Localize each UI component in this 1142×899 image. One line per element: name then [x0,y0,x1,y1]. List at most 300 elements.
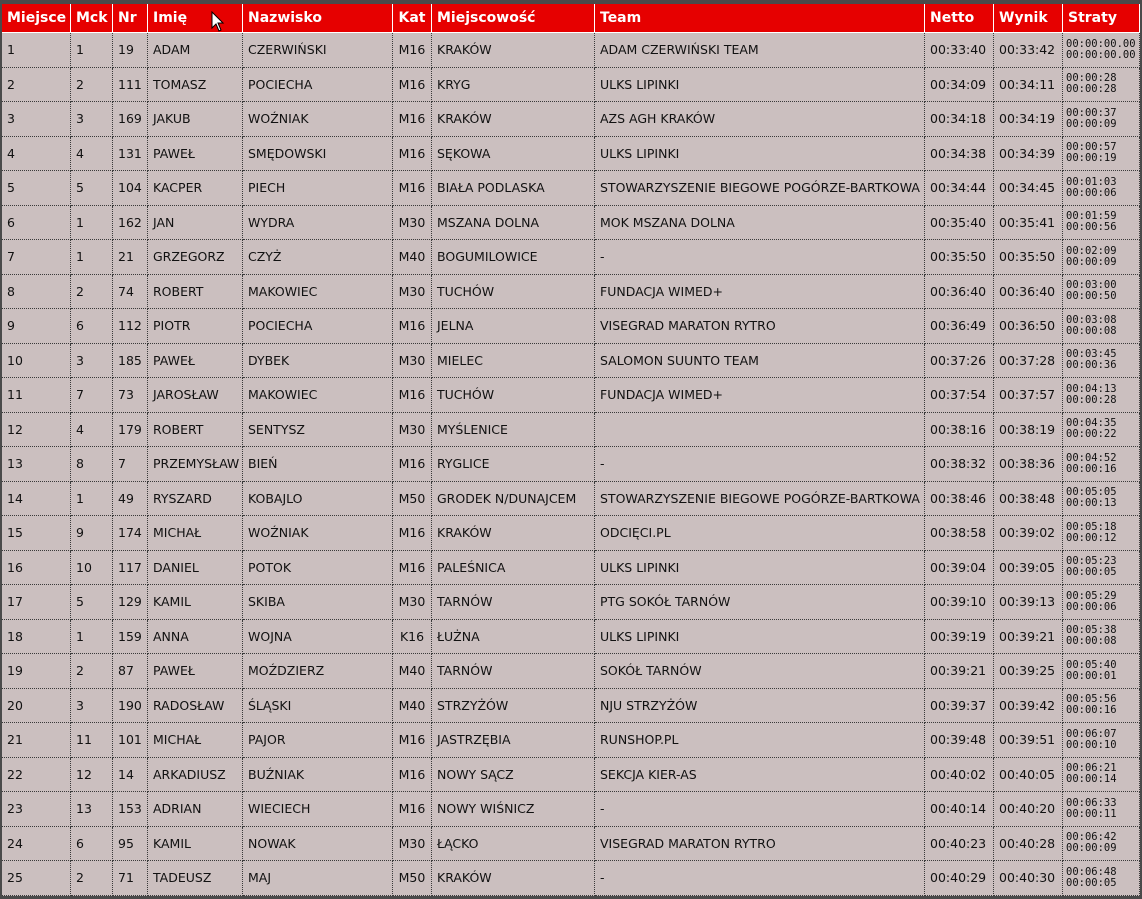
table-row [2,551,1140,586]
cell-mck: 3 [71,689,113,724]
cell-imie: RADOSŁAW [148,689,243,724]
cell-miejsce: 3 [2,102,71,137]
cell-wynik: 00:33:42 [994,33,1063,68]
table-row [2,344,1140,379]
cell-nr: 129 [113,585,148,620]
cell-team: AZS AGH KRAKÓW [595,102,925,137]
straty-total: 00:05:56 [1066,693,1117,706]
cell-imie: ARKADIUSZ [148,758,243,793]
cell-nr: 153 [113,792,148,827]
cell-netto: 00:34:38 [925,137,994,172]
table-row [2,723,1140,758]
cell-mck: 8 [71,447,113,482]
cell-wynik: 00:36:50 [994,309,1063,344]
cell-imie: JAN [148,206,243,241]
cell-imie: PAWEŁ [148,654,243,689]
cell-kat: M16 [393,68,432,103]
cell-netto: 00:38:32 [925,447,994,482]
col-header-nazwisko[interactable]: Nazwisko [243,4,393,33]
straty-total: 00:04:13 [1066,382,1117,395]
cell-nazwisko: SMĘDOWSKI [243,137,393,172]
col-header-miejsce[interactable]: Miejsce [2,4,71,33]
cell-nr: 101 [113,723,148,758]
cell-nazwisko: PIECH [243,171,393,206]
cell-netto: 00:33:40 [925,33,994,68]
cell-kat: K16 [393,620,432,655]
cell-miejsce: 15 [2,516,71,551]
straty-total: 00:06:33 [1066,796,1117,809]
cell-miejscowosc: TARNÓW [432,654,595,689]
cell-nazwisko: WOŹNIAK [243,102,393,137]
cell-mck: 1 [71,482,113,517]
straty-previous: 00:00:14 [1066,773,1117,786]
cell-kat: M16 [393,309,432,344]
cell-kat: M50 [393,482,432,517]
straty-total: 00:03:45 [1066,348,1117,361]
cell-mck: 1 [71,620,113,655]
col-header-mck[interactable]: Mck [71,4,113,33]
cell-miejsce: 22 [2,758,71,793]
straty-previous: 00:00:09 [1066,255,1117,268]
cell-netto: 00:36:40 [925,275,994,310]
cell-nr: 87 [113,654,148,689]
straty-previous: 00:00:11 [1066,807,1117,820]
straty-previous: 00:00:09 [1066,117,1117,130]
straty-previous: 00:00:50 [1066,290,1117,303]
cell-imie: MICHAŁ [148,723,243,758]
cell-straty [1063,758,1140,793]
cell-kat: M16 [393,723,432,758]
cell-mck: 6 [71,309,113,344]
col-header-imie[interactable]: Imię [148,4,243,33]
straty-total: 00:06:42 [1066,831,1117,844]
cell-miejsce: 16 [2,551,71,586]
cell-miejscowosc: ŁĄCKO [432,827,595,862]
cell-nazwisko: POCIECHA [243,309,393,344]
cell-mck: 2 [71,275,113,310]
cell-kat: M50 [393,861,432,896]
cell-nazwisko: PAJOR [243,723,393,758]
cell-imie: GRZEGORZ [148,240,243,275]
cell-mck: 1 [71,240,113,275]
straty-previous: 00:00:12 [1066,531,1117,544]
cell-miejscowosc: TARNÓW [432,585,595,620]
cell-team: ULKS LIPINKI [595,551,925,586]
cell-netto: 00:39:19 [925,620,994,655]
cell-straty [1063,33,1140,68]
cell-miejscowosc: JELNA [432,309,595,344]
straty-total: 00:03:08 [1066,313,1117,326]
cell-wynik: 00:39:25 [994,654,1063,689]
cell-straty [1063,551,1140,586]
straty-previous: 00:00:16 [1066,704,1117,717]
cell-kat: M16 [393,792,432,827]
cell-imie: KAMIL [148,827,243,862]
cell-straty [1063,861,1140,896]
cell-miejscowosc: ŁUŻNA [432,620,595,655]
straty-previous: 00:00:06 [1066,600,1117,613]
cell-nazwisko: BUŹNIAK [243,758,393,793]
cell-imie: TADEUSZ [148,861,243,896]
cell-nazwisko: KOBAJLO [243,482,393,517]
straty-total: 00:06:48 [1066,865,1117,878]
cell-imie: DANIEL [148,551,243,586]
cell-nazwisko: POCIECHA [243,68,393,103]
table-row [2,102,1140,137]
cell-mck: 2 [71,654,113,689]
cell-straty [1063,137,1140,172]
cell-nazwisko: WOŹNIAK [243,516,393,551]
cell-mck: 12 [71,758,113,793]
cell-straty [1063,275,1140,310]
cell-kat: M16 [393,102,432,137]
cell-wynik: 00:37:57 [994,378,1063,413]
cell-miejsce: 10 [2,344,71,379]
straty-previous: 00:00:28 [1066,393,1117,406]
col-header-wynik[interactable]: Wynik [994,4,1063,33]
cell-miejsce: 4 [2,137,71,172]
straty-total: 00:05:05 [1066,486,1117,499]
cell-team: SEKCJA KIER-AS [595,758,925,793]
table-row [2,516,1140,551]
cell-nr: 74 [113,275,148,310]
cell-kat: M16 [393,516,432,551]
table-row [2,620,1140,655]
cell-netto: 00:40:23 [925,827,994,862]
cell-netto: 00:35:50 [925,240,994,275]
cell-wynik: 00:38:48 [994,482,1063,517]
cell-netto: 00:39:10 [925,585,994,620]
cell-wynik: 00:38:36 [994,447,1063,482]
table-row [2,689,1140,724]
straty-total: 00:05:29 [1066,589,1117,602]
cell-miejsce: 9 [2,309,71,344]
cell-mck: 9 [71,516,113,551]
cell-nazwisko: POTOK [243,551,393,586]
cell-miejscowosc: MIELEC [432,344,595,379]
cell-wynik: 00:39:21 [994,620,1063,655]
col-header-team[interactable]: Team [595,4,925,33]
cell-miejscowosc: KRAKÓW [432,861,595,896]
cell-team: RUNSHOP.PL [595,723,925,758]
cell-team: VISEGRAD MARATON RYTRO [595,827,925,862]
cell-kat: M40 [393,689,432,724]
table-row [2,68,1140,103]
cell-netto: 00:39:04 [925,551,994,586]
cell-straty [1063,309,1140,344]
cell-kat: M30 [393,827,432,862]
cell-imie: TOMASZ [148,68,243,103]
cell-imie: KAMIL [148,585,243,620]
cell-nazwisko: WOJNA [243,620,393,655]
straty-previous: 00:00:19 [1066,152,1117,165]
cell-nazwisko: DYBEK [243,344,393,379]
cell-team: MOK MSZANA DOLNA [595,206,925,241]
cell-team [595,413,925,448]
cell-imie: PAWEŁ [148,344,243,379]
cell-netto: 00:34:18 [925,102,994,137]
cell-imie: KACPER [148,171,243,206]
cell-nazwisko: WIECIECH [243,792,393,827]
cell-mck: 2 [71,68,113,103]
cell-imie: PAWEŁ [148,137,243,172]
straty-total: 00:00:37 [1066,106,1117,119]
straty-total: 00:03:00 [1066,279,1117,292]
cell-nr: 95 [113,827,148,862]
cell-netto: 00:35:40 [925,206,994,241]
table-row [2,413,1140,448]
cell-straty [1063,827,1140,862]
cell-wynik: 00:40:30 [994,861,1063,896]
cell-netto: 00:40:29 [925,861,994,896]
cell-kat: M16 [393,551,432,586]
cell-netto: 00:38:58 [925,516,994,551]
col-header-straty[interactable]: Straty [1063,4,1140,33]
cell-team: VISEGRAD MARATON RYTRO [595,309,925,344]
table-header-row [2,4,1140,33]
cell-miejsce: 2 [2,68,71,103]
cell-netto: 00:37:26 [925,344,994,379]
cell-team: - [595,240,925,275]
cell-nr: 190 [113,689,148,724]
table-row [2,585,1140,620]
cell-netto: 00:39:21 [925,654,994,689]
cell-kat: M16 [393,378,432,413]
cell-mck: 13 [71,792,113,827]
cell-miejscowosc: BIAŁA PODLASKA [432,171,595,206]
straty-total: 00:00:00.00 [1066,37,1136,50]
cell-kat: M16 [393,758,432,793]
cell-miejscowosc: STRZYŻÓW [432,689,595,724]
cell-kat: M40 [393,240,432,275]
straty-previous: 00:00:00.00 [1066,48,1136,61]
cell-team: STOWARZYSZENIE BIEGOWE POGÓRZE-BARTKOWA [595,482,925,517]
cell-nazwisko: BIEŃ [243,447,393,482]
cell-nazwisko: SENTYSZ [243,413,393,448]
cell-kat: M30 [393,413,432,448]
cell-miejscowosc: TUCHÓW [432,378,595,413]
straty-total: 00:05:38 [1066,624,1117,637]
cell-straty [1063,516,1140,551]
cell-wynik: 00:39:02 [994,516,1063,551]
cell-wynik: 00:40:28 [994,827,1063,862]
results-body [2,33,1140,896]
cell-netto: 00:38:16 [925,413,994,448]
table-row [2,206,1140,241]
table-row [2,447,1140,482]
cell-imie: MICHAŁ [148,516,243,551]
cell-imie: ROBERT [148,275,243,310]
cell-kat: M30 [393,585,432,620]
cell-nazwisko: SKIBA [243,585,393,620]
cell-wynik: 00:34:11 [994,68,1063,103]
cell-nr: 159 [113,620,148,655]
straty-previous: 00:00:28 [1066,83,1117,96]
cell-miejscowosc: PALEŚNICA [432,551,595,586]
cell-mck: 1 [71,33,113,68]
cell-miejsce: 7 [2,240,71,275]
cell-nr: 169 [113,102,148,137]
cell-wynik: 00:36:40 [994,275,1063,310]
straty-previous: 00:00:56 [1066,221,1117,234]
cell-wynik: 00:40:20 [994,792,1063,827]
cell-kat: M40 [393,654,432,689]
cell-nazwisko: WYDRA [243,206,393,241]
cell-mck: 2 [71,861,113,896]
cell-imie: ADAM [148,33,243,68]
cell-miejsce: 18 [2,620,71,655]
cell-team: ULKS LIPINKI [595,68,925,103]
col-header-miejscowosc[interactable]: Miejscowość [432,4,595,33]
cell-nr: 174 [113,516,148,551]
cell-nr: 73 [113,378,148,413]
cell-miejsce: 12 [2,413,71,448]
cell-straty [1063,792,1140,827]
cell-miejsce: 14 [2,482,71,517]
cell-nazwisko: MAJ [243,861,393,896]
cell-nr: 162 [113,206,148,241]
cell-miejsce: 11 [2,378,71,413]
cell-straty [1063,68,1140,103]
table-row [2,758,1140,793]
cell-straty [1063,482,1140,517]
cell-team: SALOMON SUUNTO TEAM [595,344,925,379]
cell-netto: 00:34:44 [925,171,994,206]
cell-straty [1063,378,1140,413]
cell-kat: M16 [393,33,432,68]
cell-wynik: 00:39:13 [994,585,1063,620]
cell-nr: 21 [113,240,148,275]
cell-wynik: 00:34:45 [994,171,1063,206]
table-row [2,33,1140,68]
cell-wynik: 00:38:19 [994,413,1063,448]
cell-miejscowosc: RYGLICE [432,447,595,482]
table-row [2,482,1140,517]
cell-miejsce: 21 [2,723,71,758]
cell-kat: M30 [393,344,432,379]
cell-wynik: 00:35:41 [994,206,1063,241]
cell-straty [1063,723,1140,758]
table-row [2,240,1140,275]
cell-straty [1063,689,1140,724]
cell-imie: PIOTR [148,309,243,344]
cell-mck: 4 [71,137,113,172]
col-header-kat[interactable]: Kat [393,4,432,33]
cell-team: ULKS LIPINKI [595,137,925,172]
cell-mck: 5 [71,171,113,206]
cell-kat: M30 [393,206,432,241]
cell-wynik: 00:34:19 [994,102,1063,137]
cell-mck: 1 [71,206,113,241]
table-row [2,137,1140,172]
cell-nr: 49 [113,482,148,517]
cell-netto: 00:37:54 [925,378,994,413]
col-header-netto[interactable]: Netto [925,4,994,33]
table-row [2,792,1140,827]
cell-kat: M30 [393,275,432,310]
straty-total: 00:01:59 [1066,210,1117,223]
cell-nr: 104 [113,171,148,206]
cell-wynik: 00:39:42 [994,689,1063,724]
cell-miejsce: 17 [2,585,71,620]
straty-total: 00:04:52 [1066,451,1117,464]
cell-wynik: 00:39:05 [994,551,1063,586]
cell-miejscowosc: NOWY SĄCZ [432,758,595,793]
straty-previous: 00:00:22 [1066,428,1117,441]
straty-previous: 00:00:09 [1066,842,1117,855]
straty-total: 00:06:07 [1066,727,1117,740]
cell-miejsce: 1 [2,33,71,68]
cell-team: FUNDACJA WIMED+ [595,378,925,413]
straty-previous: 00:00:10 [1066,738,1117,751]
straty-total: 00:00:28 [1066,72,1117,85]
cell-wynik: 00:35:50 [994,240,1063,275]
straty-previous: 00:00:16 [1066,462,1117,475]
cell-mck: 4 [71,413,113,448]
cell-nazwisko: MAKOWIEC [243,275,393,310]
cell-mck: 3 [71,344,113,379]
straty-previous: 00:00:36 [1066,359,1117,372]
cell-miejscowosc: GRODEK N/DUNAJCEM [432,482,595,517]
cell-mck: 5 [71,585,113,620]
cell-netto: 00:40:14 [925,792,994,827]
cell-imie: ANNA [148,620,243,655]
cell-nr: 112 [113,309,148,344]
table-row [2,171,1140,206]
cell-miejscowosc: KRYG [432,68,595,103]
table-row [2,309,1140,344]
cell-miejscowosc: NOWY WIŚNICZ [432,792,595,827]
cell-netto: 00:39:48 [925,723,994,758]
cell-nr: 117 [113,551,148,586]
cell-mck: 7 [71,378,113,413]
cell-team: ULKS LIPINKI [595,620,925,655]
straty-previous: 00:00:08 [1066,635,1117,648]
cell-kat: M16 [393,447,432,482]
cell-wynik: 00:37:28 [994,344,1063,379]
cell-netto: 00:39:37 [925,689,994,724]
table-row [2,654,1140,689]
cell-miejsce: 24 [2,827,71,862]
cell-nazwisko: NOWAK [243,827,393,862]
cell-wynik: 00:34:39 [994,137,1063,172]
cell-mck: 3 [71,102,113,137]
cell-miejscowosc: TUCHÓW [432,275,595,310]
cell-team: FUNDACJA WIMED+ [595,275,925,310]
cell-straty [1063,344,1140,379]
cell-team: - [595,792,925,827]
straty-total: 00:01:03 [1066,175,1117,188]
col-header-nr[interactable]: Nr [113,4,148,33]
straty-previous: 00:00:13 [1066,497,1117,510]
cell-miejscowosc: KRAKÓW [432,516,595,551]
straty-total: 00:06:21 [1066,762,1117,775]
cell-nr: 19 [113,33,148,68]
cell-kat: M16 [393,171,432,206]
cell-miejsce: 25 [2,861,71,896]
cell-imie: ADRIAN [148,792,243,827]
cell-team: ODCIĘCI.PL [595,516,925,551]
cell-wynik: 00:40:05 [994,758,1063,793]
cell-miejsce: 20 [2,689,71,724]
straty-total: 00:04:35 [1066,417,1117,430]
cell-nazwisko: CZYŻ [243,240,393,275]
cell-straty [1063,654,1140,689]
cell-miejscowosc: MYŚLENICE [432,413,595,448]
cell-kat: M16 [393,137,432,172]
cell-nr: 179 [113,413,148,448]
cell-nazwisko: ŚLĄSKI [243,689,393,724]
